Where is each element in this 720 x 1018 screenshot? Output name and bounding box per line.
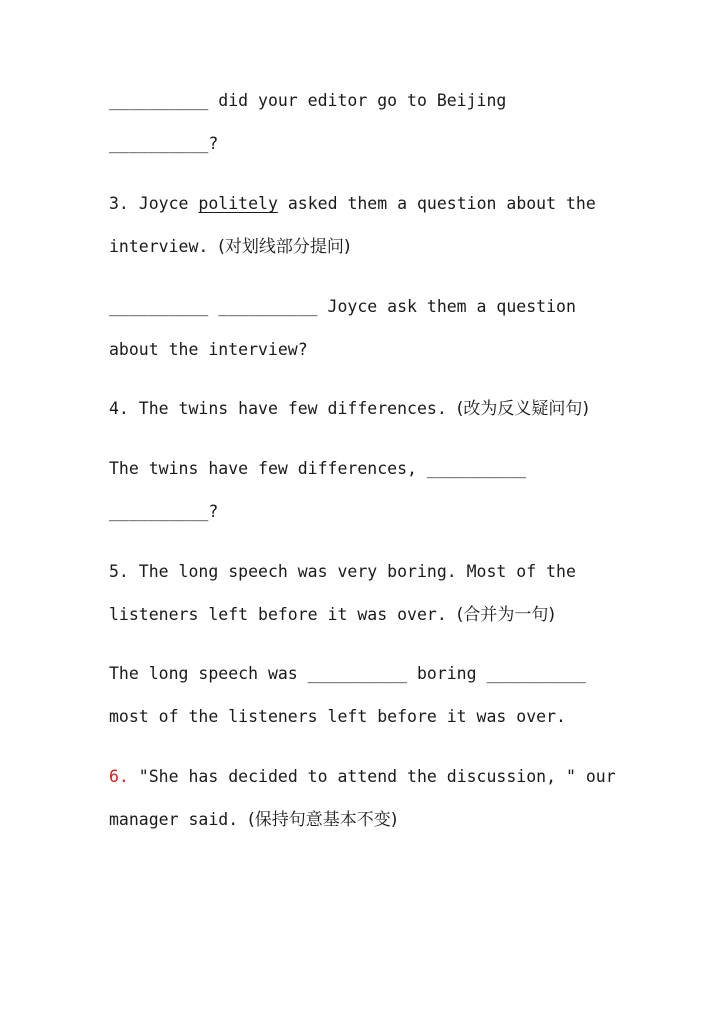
q4-prompt-line bbox=[109, 398, 589, 420]
q6-number: 6. bbox=[109, 767, 129, 786]
q2-answer-line-2: __________? bbox=[109, 134, 219, 153]
q2-answer-line-1: __________ did your editor go to Beijing bbox=[109, 91, 507, 110]
q6-prompt-line-1 bbox=[109, 766, 616, 788]
q5-line2-en: listeners left before it was over. bbox=[109, 605, 457, 624]
q6-prompt-line-2 bbox=[109, 809, 397, 831]
q3-answer-line-2: about the interview? bbox=[109, 340, 308, 359]
q5-answer-line-2: most of the listeners left before it was over. bbox=[109, 707, 566, 726]
q3-prompt-line-1 bbox=[109, 193, 596, 215]
q3-prompt-line-2 bbox=[109, 236, 351, 258]
q4-number: 4. bbox=[109, 399, 129, 418]
q3-number: 3. bbox=[109, 194, 129, 213]
q3-text-before: Joyce bbox=[128, 194, 199, 213]
q5-number: 5. bbox=[109, 562, 129, 581]
q4-instruction: (改为反义疑问句) bbox=[456, 399, 589, 419]
q3-instruction: (对划线部分提问) bbox=[218, 237, 351, 257]
q4-answer-line-1: The twins have few differences, __________ bbox=[109, 459, 527, 478]
q6-instruction: (保持句意基本不变) bbox=[248, 810, 398, 830]
q5-instruction: (合并为一句) bbox=[456, 605, 555, 625]
q4-text: The twins have few differences. bbox=[128, 399, 457, 418]
q3-underlined-word: politely bbox=[198, 194, 278, 213]
q5-answer-line-1: The long speech was __________ boring __________ bbox=[109, 664, 586, 683]
q3-line2-en: interview. bbox=[109, 237, 219, 256]
q5-text-line1: The long speech was very boring. Most of the bbox=[128, 562, 576, 581]
q3-answer-line-1: __________ __________ Joyce ask them a question bbox=[109, 297, 576, 316]
q4-answer-line-2: __________? bbox=[109, 502, 219, 521]
q3-text-after: asked them a question about the bbox=[277, 194, 596, 213]
q5-prompt-line-1 bbox=[109, 561, 576, 583]
q6-line2-en: manager said. bbox=[109, 810, 249, 829]
q6-text-line1: "She has decided to attend the discussion, " our bbox=[128, 767, 616, 786]
q5-prompt-line-2 bbox=[109, 604, 555, 626]
